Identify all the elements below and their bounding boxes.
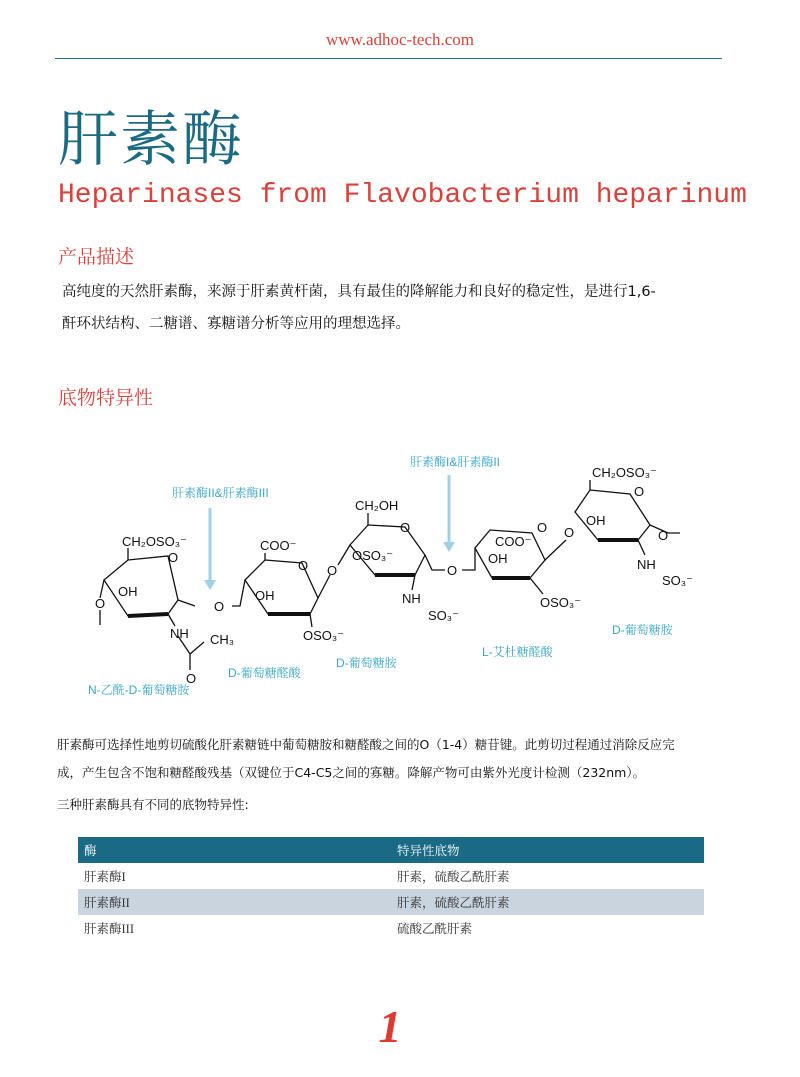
residue-label: D-葡萄糖胺 xyxy=(612,623,673,637)
group-label: SO₃⁻ xyxy=(428,608,459,623)
group-label: SO₃⁻ xyxy=(662,573,693,588)
group-label: O xyxy=(537,520,548,535)
group-label: OH xyxy=(255,588,275,603)
group-label: COO⁻ xyxy=(495,534,532,549)
group-label: OH xyxy=(488,551,508,566)
group-label: O xyxy=(327,563,338,578)
substrate-cell: 硫酸乙酰肝素 xyxy=(397,922,473,936)
page-title: 肝素酶 xyxy=(58,105,244,175)
group-label: OSO₃⁻ xyxy=(540,595,582,610)
residue-label: N-乙酰-D-葡萄糖胺 xyxy=(88,683,190,697)
description-line: 高纯度的天然肝素酶，来源于肝素黄杆菌，具有最佳的降解能力和良好的稳定性，是进行1,6- xyxy=(62,284,656,300)
cleavage-label-2-3: 肝素酶II&肝素酶III xyxy=(172,486,269,500)
group-label: CH₂OH xyxy=(355,498,399,513)
arrow-head-icon xyxy=(204,580,216,590)
enzyme-cell: 肝素酶I xyxy=(84,870,126,884)
column-header-substrate: 特异性底物 xyxy=(391,837,704,863)
header-url[interactable]: www.adhoc-tech.com xyxy=(325,30,475,49)
group-label: NH xyxy=(170,626,189,641)
specificity-table xyxy=(78,837,704,941)
cleavage-label-1-2: 肝素酶I&肝素酶II xyxy=(410,455,501,469)
group-label: O xyxy=(447,563,458,578)
group-label: COO⁻ xyxy=(260,538,297,553)
group-label: O xyxy=(298,558,309,573)
table-header-row xyxy=(78,837,704,863)
specificity-line: 肝素酶可选择性地剪切硫酸化肝素糖链中葡萄糖胺和糖醛酸之间的O（1-4）糖苷键。此剪切过程通过消除反应完 xyxy=(57,737,675,752)
table-row xyxy=(78,863,704,889)
substrate-cell: 肝素，硫酸乙酰肝素 xyxy=(397,870,510,884)
arrow-head-icon xyxy=(443,542,455,552)
enzyme-cell: 肝素酶III xyxy=(84,922,134,936)
group-label: CH₂OSO₃⁻ xyxy=(122,534,187,549)
group-label: O xyxy=(564,525,575,540)
group-label: O xyxy=(634,484,645,499)
group-label: OH xyxy=(586,513,606,528)
page-subtitle: Heparinases from Flavobacterium heparinum xyxy=(58,180,747,211)
page-number: 1 xyxy=(378,1001,402,1052)
residue-label: D-葡萄糖醛酸 xyxy=(228,666,301,680)
section-heading-description: 产品描述 xyxy=(58,246,135,268)
group-label: O xyxy=(658,528,669,543)
group-label: OH xyxy=(118,584,138,599)
group-label: O xyxy=(214,599,225,614)
group-label: CH₃ xyxy=(210,632,235,647)
table-row xyxy=(78,889,704,915)
group-label: NH xyxy=(637,557,656,572)
specificity-paragraph xyxy=(57,731,717,787)
residue-label: D-葡萄糖胺 xyxy=(336,656,397,670)
table-row xyxy=(78,915,704,941)
enzyme-cell: 肝素酶II xyxy=(78,889,391,915)
group-label: O xyxy=(168,550,179,565)
specificity-line: 成，产生包含不饱和糖醛酸残基（双键位于C4-C5之间的寡糖。降解产物可由紫外光度计检测（232nm）。 xyxy=(57,765,646,780)
table-intro: 三种肝素酶具有不同的底物特异性: xyxy=(57,797,249,812)
section-heading-specificity: 底物特异性 xyxy=(58,387,154,409)
group-label: NH xyxy=(402,591,421,606)
group-label: O xyxy=(186,671,197,686)
group-label: O xyxy=(95,596,106,611)
group-label: OSO₃⁻ xyxy=(352,548,394,563)
group-label: CH₂OSO₃⁻ xyxy=(592,465,657,480)
group-label: O xyxy=(400,520,411,535)
column-header-enzyme: 酶 xyxy=(78,837,391,863)
residue-label: L-艾杜糖醛酸 xyxy=(482,645,553,659)
ring-1 xyxy=(104,556,178,616)
description-line: 酐环状结构、二糖谱、寡糖谱分析等应用的理想选择。 xyxy=(62,316,410,332)
substrate-cell: 肝素，硫酸乙酰肝素 xyxy=(391,889,704,915)
group-label: OSO₃⁻ xyxy=(303,628,345,643)
